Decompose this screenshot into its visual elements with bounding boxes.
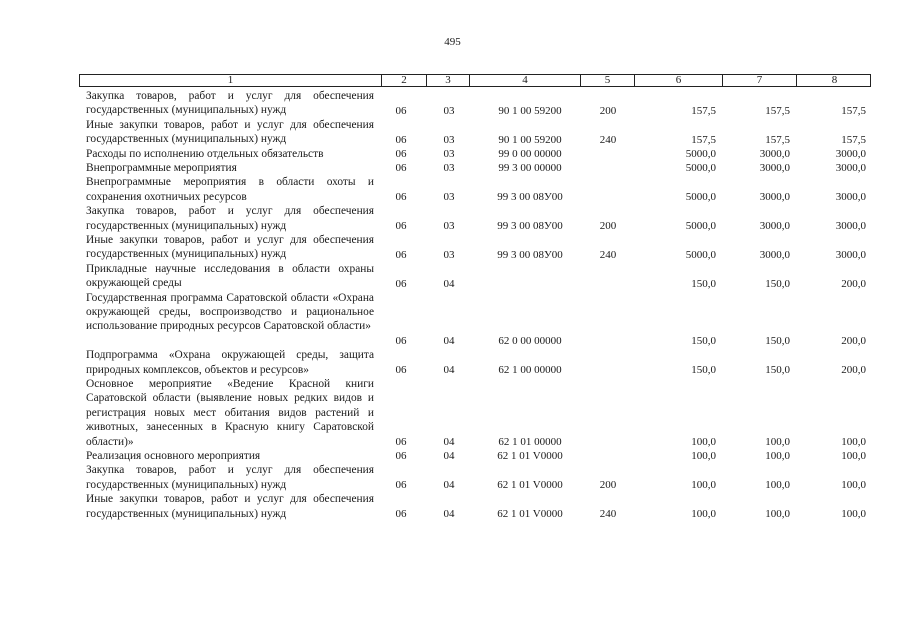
column-header-7: 7 [722,75,796,86]
cell-col-7: 3000,0 [759,219,790,232]
row-description: Иные закупки товаров, работ и услуг для обеспечения государственных (муниципальных) нужд [86,118,374,146]
cell-col-2: 06 [395,335,407,348]
row-description: Внепрограммные мероприятия [86,161,237,174]
cell-col-7: 100,0 [765,507,790,520]
cell-col-3: 04 [443,277,455,290]
cell-col-8: 100,0 [841,507,866,520]
cell-col-6: 100,0 [691,450,716,463]
table-row [0,147,905,161]
cell-col-2: 06 [395,507,407,520]
cell-col-4: 99 3 00 00000 [498,162,562,175]
cell-col-7: 3000,0 [759,147,790,160]
cell-col-8: 100,0 [841,479,866,492]
cell-col-7: 157,5 [765,133,790,146]
table-row [0,348,905,377]
cell-col-7: 150,0 [765,335,790,348]
cell-col-3: 03 [443,248,455,261]
row-description: Иные закупки товаров, работ и услуг для обеспечения государственных (муниципальных) нужд [86,233,374,261]
cell-col-4: 90 1 00 59200 [498,104,562,117]
cell-col-6: 5000,0 [685,147,716,160]
cell-col-8: 3000,0 [835,162,866,175]
table-row [0,492,905,521]
cell-col-4: 90 1 00 59200 [498,133,562,146]
column-header-3: 3 [426,75,469,86]
cell-col-8: 200,0 [841,363,866,376]
cell-col-3: 04 [443,450,455,463]
cell-col-4: 62 1 01 V0000 [497,507,563,520]
cell-col-4: 62 1 01 00000 [498,435,562,448]
cell-col-7: 3000,0 [759,162,790,175]
cell-col-7: 157,5 [765,104,790,117]
cell-col-5: 200 [599,479,617,492]
cell-col-5: 240 [599,248,617,261]
cell-col-6: 5000,0 [685,219,716,232]
cell-col-6: 150,0 [691,363,716,376]
column-header-1: 1 [227,74,234,86]
row-description: Подпрограмма «Охрана окружающей среды, защита природных комплексов, объектов и ресурсов» [86,349,374,376]
table-row [0,175,905,204]
cell-col-6: 100,0 [691,435,716,448]
row-description: Закупка товаров, работ и услуг для обеспечения государственных (муниципальных) нужд [86,464,374,491]
cell-col-2: 06 [395,248,407,261]
cell-col-6: 150,0 [691,277,716,290]
cell-col-3: 04 [443,479,455,492]
cell-col-4: 99 3 00 08У00 [497,248,563,261]
cell-col-3: 03 [443,219,455,232]
cell-col-7: 3000,0 [759,191,790,204]
cell-col-3: 04 [443,335,455,348]
cell-col-8: 100,0 [841,435,866,448]
cell-col-5: 200 [599,219,617,232]
cell-col-2: 06 [395,219,407,232]
row-description: Иные закупки товаров, работ и услуг для обеспечения государственных (муниципальных) нужд [86,493,374,520]
table-row [0,89,905,118]
row-description: Закупка товаров, работ и услуг для обеспечения государственных (муниципальных) нужд [86,205,374,232]
page-number: 495 [444,36,461,48]
cell-col-6: 100,0 [691,479,716,492]
row-description: Основное мероприятие «Ведение Красной книги Саратовской области (выявление новых редких видов и регистрация новых мест обитания видов растений и животных, занесенных в Красную книгу Саратовской области)» [86,377,374,448]
row-description: Реализация основного мероприятия [86,449,261,462]
cell-col-3: 03 [443,104,455,117]
cell-col-4: 99 3 00 08У00 [497,191,563,204]
cell-col-2: 06 [395,363,407,376]
cell-col-5: 200 [599,104,617,117]
cell-col-8: 3000,0 [835,147,866,160]
cell-col-8: 200,0 [841,335,866,348]
table-row [0,233,905,262]
column-header-6: 6 [634,75,722,86]
cell-col-3: 03 [443,133,455,146]
cell-col-8: 100,0 [841,450,866,463]
cell-col-6: 5000,0 [685,248,716,261]
table-row [0,463,905,492]
row-description: Закупка товаров, работ и услуг для обеспечения государственных (муниципальных) нужд [86,90,374,117]
table-row [0,262,905,291]
cell-col-2: 06 [395,147,407,160]
table-row [0,161,905,175]
cell-col-3: 04 [443,507,455,520]
cell-col-4: 62 1 01 V0000 [497,479,563,492]
cell-col-8: 200,0 [841,277,866,290]
cell-col-2: 06 [395,104,407,117]
cell-col-6: 157,5 [691,104,716,117]
cell-col-4: 62 0 00 00000 [498,335,562,348]
cell-col-5: 240 [599,133,617,146]
cell-col-7: 150,0 [765,363,790,376]
cell-col-8: 157,5 [841,133,866,146]
cell-col-8: 3000,0 [835,248,866,261]
cell-col-6: 157,5 [691,133,716,146]
cell-col-6: 5000,0 [685,191,716,204]
cell-col-8: 3000,0 [835,191,866,204]
cell-col-3: 04 [443,435,455,448]
table-row [0,291,905,349]
cell-col-3: 03 [443,162,455,175]
cell-col-4: 99 0 00 00000 [498,147,562,160]
cell-col-6: 150,0 [691,335,716,348]
cell-col-2: 06 [395,133,407,146]
cell-col-3: 04 [443,363,455,376]
column-header-4: 4 [469,75,580,86]
cell-col-6: 100,0 [691,507,716,520]
cell-col-8: 3000,0 [835,219,866,232]
row-description: Внепрограммные мероприятия в области охоты и сохранения охотничьих ресурсов [86,176,374,203]
cell-col-2: 06 [395,435,407,448]
table-row [0,449,905,463]
row-description: Государственная программа Саратовской области «Охрана окружающей среды, воспроизводство и рациональное использование природных ресурсов Саратовской области» [86,291,374,333]
cell-col-2: 06 [395,277,407,290]
table-row [0,118,905,147]
cell-col-4: 99 3 00 08У00 [497,219,563,232]
row-description: Прикладные научные исследования в области охраны окружающей среды [86,262,374,290]
cell-col-2: 06 [395,191,407,204]
table-row [0,204,905,233]
cell-col-4: 62 1 01 V0000 [497,450,563,463]
cell-col-2: 06 [395,450,407,463]
column-header-2: 2 [381,75,426,86]
cell-col-3: 03 [443,147,455,160]
cell-col-4: 62 1 00 00000 [498,363,562,376]
cell-col-7: 100,0 [765,479,790,492]
column-header-8: 8 [796,75,872,86]
cell-col-7: 100,0 [765,450,790,463]
table-row [0,377,905,449]
column-header-5: 5 [580,75,634,86]
cell-col-7: 3000,0 [759,248,790,261]
cell-col-8: 157,5 [841,104,866,117]
cell-col-7: 100,0 [765,435,790,448]
table-header [79,74,871,87]
cell-col-6: 5000,0 [685,162,716,175]
cell-col-7: 150,0 [765,277,790,290]
row-description: Расходы по исполнению отдельных обязательств [86,147,324,160]
cell-col-3: 03 [443,191,455,204]
cell-col-5: 240 [599,507,617,520]
budget-table [0,89,905,521]
cell-col-2: 06 [395,162,407,175]
cell-col-2: 06 [395,479,407,492]
